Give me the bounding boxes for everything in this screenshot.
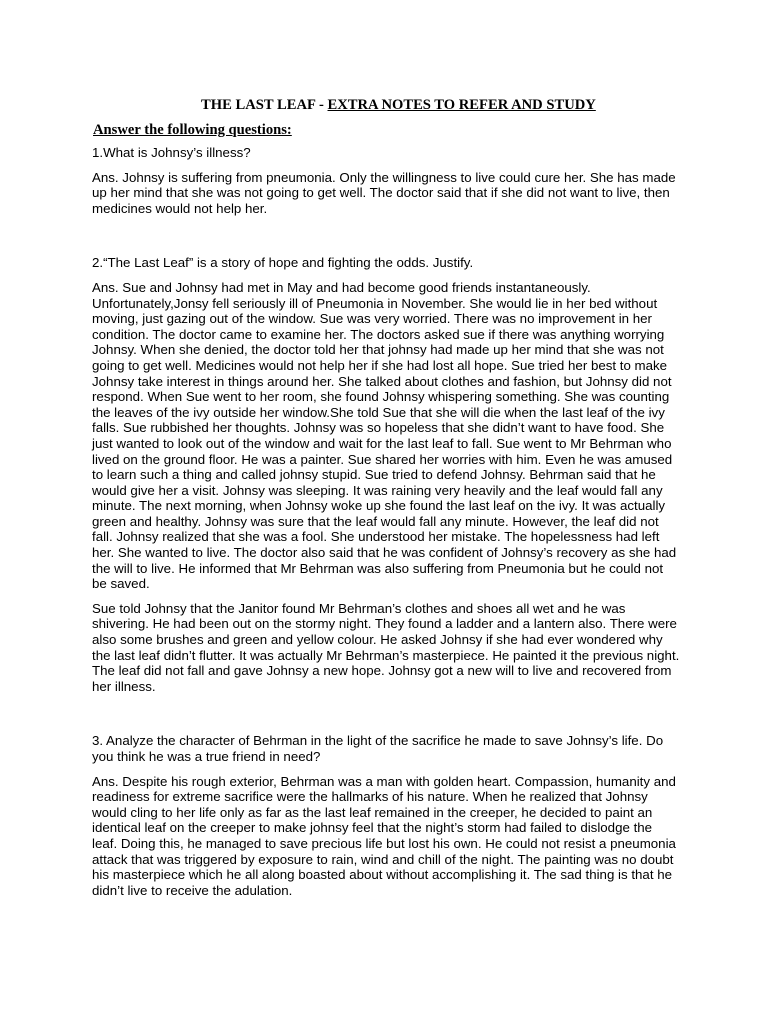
question-3: 3. Analyze the character of Behrman in the light of the sacrifice he made to save Johnsy’s life. Do you think he was a true friend in need? bbox=[92, 733, 664, 764]
answer-1: Ans. Johnsy is suffering from pneumonia. Only the willingness to live could cure her. She has made up her mind that she was not going to get well. The doctor said that if she did not want to live, then medicines would not help her. bbox=[92, 169, 676, 216]
title-prefix: THE LAST LEAF - bbox=[201, 97, 328, 113]
title-underlined: EXTRA NOTES TO REFER AND STUDY bbox=[327, 97, 596, 113]
section-heading: Answer the following questions: bbox=[93, 122, 292, 138]
document-page bbox=[92, 95, 680, 907]
answer-2-paragraph-2: Sue told Johnsy that the Janitor found Mr Behrman’s clothes and shoes all wet and he was shivering. He had been out on the stormy night. They found a ladder and a lantern also. There were also some brushes and green and yellow colour. He asked Johnsy if she had ever wondered why the last leaf didn’t flutter. It was actually Mr Behrman’s masterpiece. He painted it the previous night. The leaf did not fall and gave Johnsy a new hope. Johnsy got a new will to live and recovered from her illness. bbox=[92, 600, 680, 694]
document-title bbox=[201, 95, 680, 115]
answer-3: Ans. Despite his rough exterior, Behrman was a man with golden heart. Compassion, humanity and readiness for extreme sacrifice were the hallmarks of his nature. When he realized that Johnsy would cling to her life only as far as the last leaf remained in the creeper, he decided to paint an identical leaf on the creeper to make johnsy feel that the night’s storm had failed to dislodge the leaf. Doing this, he managed to save precious life but lost his own. He could not resist a pneumonia attack that was triggered by exposure to rain, wind and chill of the night. The painting was no doubt his masterpiece which he all along boasted about without accomplishing it. The sad thing is that he didn’t live to receive the adulation. bbox=[92, 773, 676, 898]
answer-2-paragraph-1: Ans. Sue and Johnsy had met in May and had become good friends instantaneously. Unfortunately,Jonsy fell seriously ill of Pneumonia in November. She would lie in her bed without moving, just gazing out of the window. Sue was very worried. There was no improvement in her condition. The doctor came to examine her. The doctors asked sue if there was anything worrying Johnsy. When she denied, the doctor told her that johnsy had made up her mind that she was not going to get well. Medicines would not help her if she had lost all hope. Sue tried her best to make Johnsy take interest in things around her. She talked about clothes and fashion, but Johnsy did not respond. When Sue went to her room, she found Johnsy whispering something. She was counting the leaves of the ivy outside her window.She told Sue that she will die when the last leaf of the ivy falls. Sue rubbished her thoughts. Johnsy was so hopeless that she didn’t want to have food. She just wanted to look out of the window and wait for the last leaf to fall. Sue went to Mr Behrman who lived on the ground floor. He was a painter. Sue shared her worries with him. Even he was amused to learn such a thing and called johnsy stupid. Sue tried to defend Johnsy. Behrman said that he would give her a visit. Johnsy was sleeping. It was raining very heavily and the leaf would fall any minute. The next morning, when Johnsy woke up she found the last leaf on the ivy. It was actually green and healthy. Johnsy was sure that the leaf would fall any minute. However, the leaf did not fall. Johnsy realized that she was a fool. She understood her mistake. The hopelessness had left her. She wanted to live. The doctor also said that he was confident of Johnsy’s recovery as she had the will to live. He informed that Mr Behrman was also suffering from Pneumonia but he could not be saved. bbox=[92, 279, 677, 592]
spacer bbox=[92, 225, 680, 255]
spacer bbox=[92, 703, 680, 733]
question-2: 2.“The Last Leaf” is a story of hope and fighting the odds. Justify. bbox=[92, 255, 474, 271]
question-1: 1.What is Johnsy’s illness? bbox=[92, 145, 251, 160]
